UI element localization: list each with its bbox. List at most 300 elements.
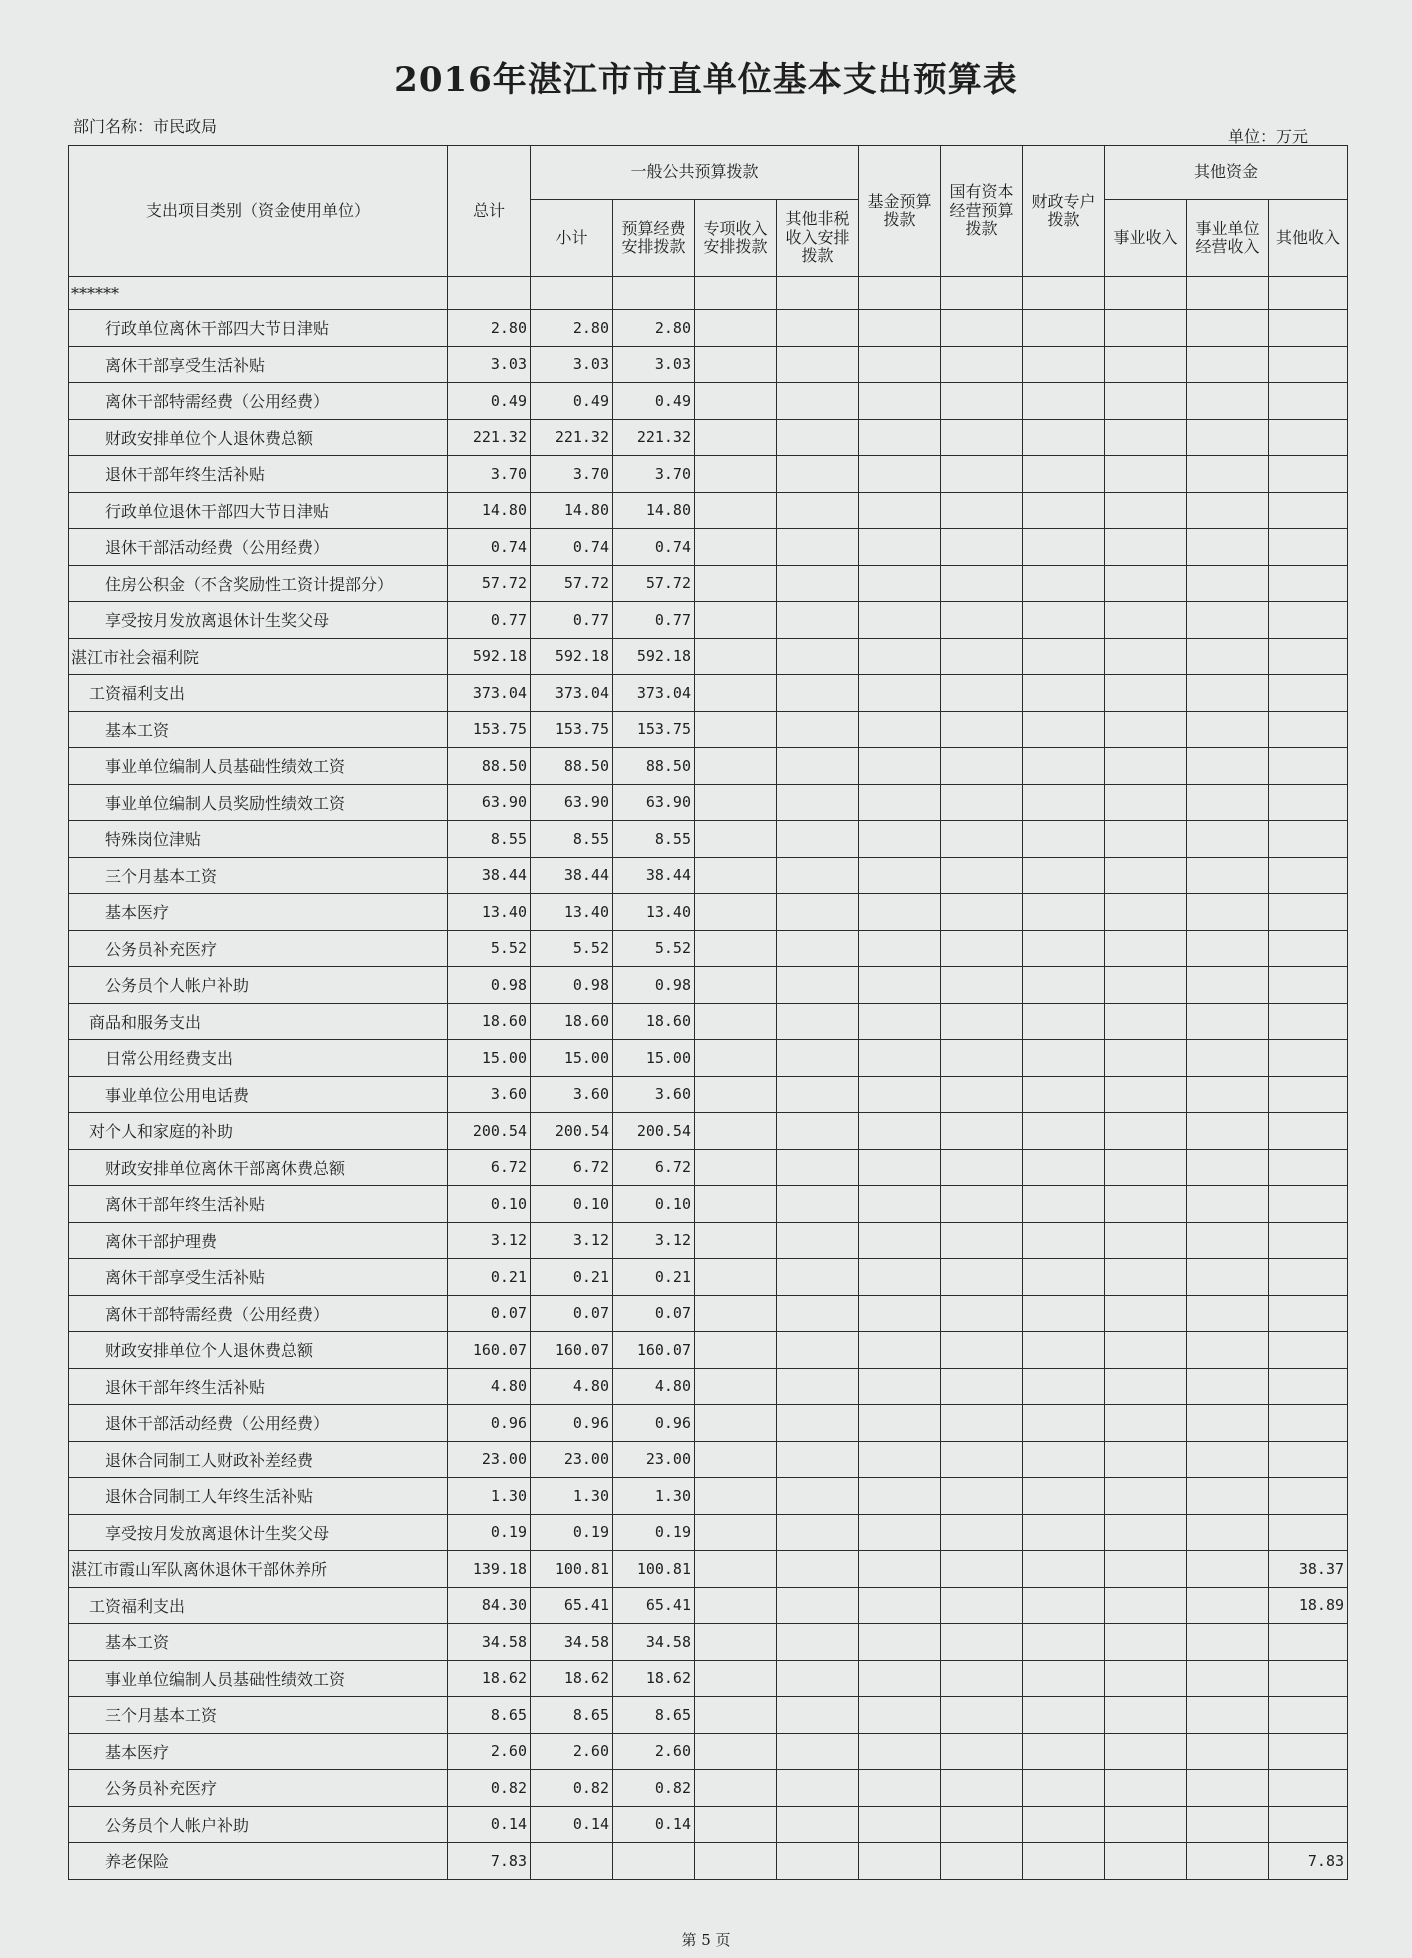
cell-budget-funds: 0.96 bbox=[613, 1405, 695, 1442]
cell-total: 13.40 bbox=[448, 894, 531, 931]
cell-fund-budget bbox=[859, 565, 941, 602]
cell-budget-funds: 0.98 bbox=[613, 967, 695, 1004]
cell-other-income: 7.83 bbox=[1269, 1843, 1348, 1880]
cell-other-income bbox=[1269, 1259, 1348, 1296]
cell-state-capital bbox=[941, 857, 1023, 894]
cell-budget-funds: 160.07 bbox=[613, 1332, 695, 1369]
cell-business-income bbox=[1105, 711, 1187, 748]
department-label: 部门名称：市民政局 bbox=[73, 117, 218, 136]
cell-subtotal: 18.60 bbox=[531, 1003, 613, 1040]
table-row bbox=[69, 821, 1348, 858]
cell-item: 离休干部护理费 bbox=[69, 1222, 448, 1259]
cell-fund-budget bbox=[859, 1770, 941, 1807]
cell-budget-funds: 8.65 bbox=[613, 1697, 695, 1734]
cell-state-capital bbox=[941, 1806, 1023, 1843]
cell-other-nontax bbox=[777, 1222, 859, 1259]
cell-total: 0.96 bbox=[448, 1405, 531, 1442]
cell-fiscal-special bbox=[1023, 310, 1105, 347]
cell-item: 住房公积金（不含奖励性工资计提部分） bbox=[69, 565, 448, 602]
cell-business-unit-income bbox=[1187, 1806, 1269, 1843]
cell-item: 离休干部享受生活补贴 bbox=[69, 1259, 448, 1296]
cell-budget-funds: 373.04 bbox=[613, 675, 695, 712]
cell-fund-budget bbox=[859, 1441, 941, 1478]
cell-business-unit-income bbox=[1187, 894, 1269, 931]
cell-total: 160.07 bbox=[448, 1332, 531, 1369]
cell-special-income bbox=[695, 1733, 777, 1770]
cell-state-capital bbox=[941, 310, 1023, 347]
cell-business-unit-income bbox=[1187, 1113, 1269, 1150]
cell-fund-budget bbox=[859, 1478, 941, 1515]
cell-special-income bbox=[695, 1770, 777, 1807]
table-row bbox=[69, 967, 1348, 1004]
cell-fund-budget bbox=[859, 1806, 941, 1843]
cell-budget-funds: 153.75 bbox=[613, 711, 695, 748]
cell-special-income bbox=[695, 1003, 777, 1040]
cell-item: 退休干部活动经费（公用经费） bbox=[69, 1405, 448, 1442]
cell-state-capital bbox=[941, 602, 1023, 639]
table-row bbox=[69, 784, 1348, 821]
cell-other-income bbox=[1269, 1660, 1348, 1697]
cell-other-nontax bbox=[777, 456, 859, 493]
cell-other-nontax bbox=[777, 1076, 859, 1113]
cell-other-nontax bbox=[777, 894, 859, 931]
cell-other-nontax bbox=[777, 492, 859, 529]
cell-business-income bbox=[1105, 456, 1187, 493]
cell-fund-budget bbox=[859, 419, 941, 456]
cell-business-unit-income bbox=[1187, 277, 1269, 310]
cell-total: 0.10 bbox=[448, 1186, 531, 1223]
cell-total bbox=[448, 277, 531, 310]
cell-other-income bbox=[1269, 1368, 1348, 1405]
cell-state-capital bbox=[941, 529, 1023, 566]
cell-special-income bbox=[695, 1368, 777, 1405]
cell-business-unit-income bbox=[1187, 1441, 1269, 1478]
cell-state-capital bbox=[941, 277, 1023, 310]
document-title: 2016年湛江市市直单位基本支出预算表 bbox=[394, 60, 1018, 100]
cell-state-capital bbox=[941, 967, 1023, 1004]
cell-fund-budget bbox=[859, 1514, 941, 1551]
cell-fund-budget bbox=[859, 638, 941, 675]
table-row bbox=[69, 1806, 1348, 1843]
cell-business-unit-income bbox=[1187, 638, 1269, 675]
cell-total: 0.98 bbox=[448, 967, 531, 1004]
cell-subtotal: 14.80 bbox=[531, 492, 613, 529]
table-row bbox=[69, 1259, 1348, 1296]
cell-special-income bbox=[695, 1040, 777, 1077]
cell-state-capital bbox=[941, 1040, 1023, 1077]
cell-state-capital bbox=[941, 711, 1023, 748]
cell-item: 公务员个人帐户补助 bbox=[69, 967, 448, 1004]
cell-other-nontax bbox=[777, 1368, 859, 1405]
cell-item: 离休干部特需经费（公用经费） bbox=[69, 1295, 448, 1332]
cell-business-income bbox=[1105, 1368, 1187, 1405]
cell-special-income bbox=[695, 1076, 777, 1113]
cell-special-income bbox=[695, 930, 777, 967]
cell-subtotal: 15.00 bbox=[531, 1040, 613, 1077]
cell-fund-budget bbox=[859, 711, 941, 748]
cell-subtotal bbox=[531, 277, 613, 310]
cell-other-income bbox=[1269, 1295, 1348, 1332]
cell-state-capital bbox=[941, 1770, 1023, 1807]
cell-subtotal: 0.10 bbox=[531, 1186, 613, 1223]
cell-business-unit-income bbox=[1187, 1295, 1269, 1332]
cell-state-capital bbox=[941, 1259, 1023, 1296]
cell-subtotal: 8.55 bbox=[531, 821, 613, 858]
cell-item: 日常公用经费支出 bbox=[69, 1040, 448, 1077]
cell-total: 88.50 bbox=[448, 748, 531, 785]
cell-budget-funds: 100.81 bbox=[613, 1551, 695, 1588]
cell-business-unit-income bbox=[1187, 711, 1269, 748]
cell-fiscal-special bbox=[1023, 1186, 1105, 1223]
cell-business-income bbox=[1105, 1222, 1187, 1259]
cell-fund-budget bbox=[859, 1332, 941, 1369]
cell-business-unit-income bbox=[1187, 1478, 1269, 1515]
cell-fund-budget bbox=[859, 383, 941, 420]
cell-subtotal: 200.54 bbox=[531, 1113, 613, 1150]
cell-total: 3.60 bbox=[448, 1076, 531, 1113]
cell-special-income bbox=[695, 748, 777, 785]
cell-fund-budget bbox=[859, 1113, 941, 1150]
cell-business-unit-income bbox=[1187, 1368, 1269, 1405]
table-row bbox=[69, 930, 1348, 967]
cell-item: 财政安排单位个人退休费总额 bbox=[69, 1332, 448, 1369]
cell-budget-funds: 14.80 bbox=[613, 492, 695, 529]
cell-subtotal: 221.32 bbox=[531, 419, 613, 456]
cell-fiscal-special bbox=[1023, 1003, 1105, 1040]
cell-fiscal-special bbox=[1023, 638, 1105, 675]
cell-fund-budget bbox=[859, 1405, 941, 1442]
cell-business-income bbox=[1105, 894, 1187, 931]
cell-business-income bbox=[1105, 857, 1187, 894]
cell-other-income bbox=[1269, 310, 1348, 347]
cell-item: 工资福利支出 bbox=[69, 1587, 448, 1624]
cell-business-unit-income bbox=[1187, 784, 1269, 821]
cell-fund-budget bbox=[859, 857, 941, 894]
cell-total: 0.21 bbox=[448, 1259, 531, 1296]
cell-other-income bbox=[1269, 675, 1348, 712]
cell-special-income bbox=[695, 1514, 777, 1551]
cell-business-income bbox=[1105, 784, 1187, 821]
cell-business-income bbox=[1105, 1259, 1187, 1296]
cell-other-nontax bbox=[777, 383, 859, 420]
cell-other-income bbox=[1269, 456, 1348, 493]
cell-special-income bbox=[695, 638, 777, 675]
table-row bbox=[69, 1113, 1348, 1150]
cell-other-income bbox=[1269, 638, 1348, 675]
cell-total: 18.60 bbox=[448, 1003, 531, 1040]
cell-business-unit-income bbox=[1187, 1843, 1269, 1880]
cell-other-income bbox=[1269, 1806, 1348, 1843]
cell-fund-budget bbox=[859, 1040, 941, 1077]
cell-business-unit-income bbox=[1187, 1733, 1269, 1770]
cell-other-nontax bbox=[777, 1733, 859, 1770]
table-row bbox=[69, 346, 1348, 383]
cell-budget-funds: 65.41 bbox=[613, 1587, 695, 1624]
cell-other-income bbox=[1269, 1149, 1348, 1186]
table-row bbox=[69, 492, 1348, 529]
cell-state-capital bbox=[941, 1551, 1023, 1588]
cell-fiscal-special bbox=[1023, 602, 1105, 639]
table-row bbox=[69, 1332, 1348, 1369]
cell-business-unit-income bbox=[1187, 967, 1269, 1004]
header-item: 支出项目类别（资金使用单位） bbox=[69, 146, 448, 277]
cell-other-income bbox=[1269, 1733, 1348, 1770]
table-row bbox=[69, 1843, 1348, 1880]
cell-item: 基本工资 bbox=[69, 711, 448, 748]
cell-fiscal-special bbox=[1023, 1222, 1105, 1259]
table-row bbox=[69, 602, 1348, 639]
cell-fund-budget bbox=[859, 310, 941, 347]
table-row bbox=[69, 894, 1348, 931]
cell-other-nontax bbox=[777, 1806, 859, 1843]
cell-fiscal-special bbox=[1023, 346, 1105, 383]
cell-state-capital bbox=[941, 1003, 1023, 1040]
cell-business-unit-income bbox=[1187, 1405, 1269, 1442]
cell-budget-funds: 221.32 bbox=[613, 419, 695, 456]
cell-business-income bbox=[1105, 602, 1187, 639]
cell-item: 退休干部年终生活补贴 bbox=[69, 1368, 448, 1405]
cell-fiscal-special bbox=[1023, 1149, 1105, 1186]
cell-business-income bbox=[1105, 1770, 1187, 1807]
cell-business-unit-income bbox=[1187, 1003, 1269, 1040]
cell-special-income bbox=[695, 419, 777, 456]
cell-item: 离休干部享受生活补贴 bbox=[69, 346, 448, 383]
cell-subtotal: 6.72 bbox=[531, 1149, 613, 1186]
cell-special-income bbox=[695, 565, 777, 602]
cell-total: 8.65 bbox=[448, 1697, 531, 1734]
header-fiscal-special: 财政专户拨款 bbox=[1023, 146, 1105, 277]
cell-business-income bbox=[1105, 821, 1187, 858]
cell-business-income bbox=[1105, 1514, 1187, 1551]
cell-business-income bbox=[1105, 638, 1187, 675]
cell-other-nontax bbox=[777, 1770, 859, 1807]
cell-other-nontax bbox=[777, 821, 859, 858]
cell-total: 0.19 bbox=[448, 1514, 531, 1551]
cell-special-income bbox=[695, 277, 777, 310]
cell-budget-funds: 0.74 bbox=[613, 529, 695, 566]
cell-fiscal-special bbox=[1023, 784, 1105, 821]
cell-item: 事业单位编制人员基础性绩效工资 bbox=[69, 748, 448, 785]
cell-item: 对个人和家庭的补助 bbox=[69, 1113, 448, 1150]
cell-item: 公务员补充医疗 bbox=[69, 930, 448, 967]
cell-other-income bbox=[1269, 565, 1348, 602]
cell-other-income bbox=[1269, 711, 1348, 748]
table-row bbox=[69, 1076, 1348, 1113]
cell-state-capital bbox=[941, 894, 1023, 931]
cell-business-unit-income bbox=[1187, 602, 1269, 639]
cell-subtotal: 0.82 bbox=[531, 1770, 613, 1807]
cell-fiscal-special bbox=[1023, 1587, 1105, 1624]
table-row bbox=[69, 1514, 1348, 1551]
cell-other-nontax bbox=[777, 1514, 859, 1551]
cell-fund-budget bbox=[859, 967, 941, 1004]
cell-subtotal: 3.60 bbox=[531, 1076, 613, 1113]
cell-budget-funds: 57.72 bbox=[613, 565, 695, 602]
cell-fund-budget bbox=[859, 346, 941, 383]
cell-special-income bbox=[695, 967, 777, 1004]
cell-total: 0.82 bbox=[448, 1770, 531, 1807]
cell-fiscal-special bbox=[1023, 565, 1105, 602]
cell-other-income bbox=[1269, 748, 1348, 785]
cell-special-income bbox=[695, 310, 777, 347]
cell-business-unit-income bbox=[1187, 310, 1269, 347]
cell-special-income bbox=[695, 784, 777, 821]
cell-other-nontax bbox=[777, 1113, 859, 1150]
cell-business-income bbox=[1105, 1405, 1187, 1442]
cell-special-income bbox=[695, 529, 777, 566]
table-row bbox=[69, 1478, 1348, 1515]
cell-fiscal-special bbox=[1023, 1295, 1105, 1332]
cell-total: 6.72 bbox=[448, 1149, 531, 1186]
cell-fiscal-special bbox=[1023, 675, 1105, 712]
cell-business-income bbox=[1105, 1186, 1187, 1223]
cell-fund-budget bbox=[859, 1222, 941, 1259]
cell-business-income bbox=[1105, 1478, 1187, 1515]
cell-total: 0.14 bbox=[448, 1806, 531, 1843]
budget-table bbox=[68, 145, 1348, 1880]
cell-budget-funds: 2.60 bbox=[613, 1733, 695, 1770]
table-row bbox=[69, 1149, 1348, 1186]
cell-state-capital bbox=[941, 492, 1023, 529]
cell-other-nontax bbox=[777, 1405, 859, 1442]
cell-fund-budget bbox=[859, 1259, 941, 1296]
cell-business-unit-income bbox=[1187, 565, 1269, 602]
cell-other-nontax bbox=[777, 1697, 859, 1734]
cell-fund-budget bbox=[859, 930, 941, 967]
cell-item: 基本医疗 bbox=[69, 894, 448, 931]
cell-total: 200.54 bbox=[448, 1113, 531, 1150]
cell-other-nontax bbox=[777, 1843, 859, 1880]
cell-state-capital bbox=[941, 1332, 1023, 1369]
cell-other-income bbox=[1269, 1222, 1348, 1259]
cell-subtotal: 2.60 bbox=[531, 1733, 613, 1770]
cell-fiscal-special bbox=[1023, 1660, 1105, 1697]
cell-special-income bbox=[695, 346, 777, 383]
cell-item: ****** bbox=[69, 277, 448, 310]
cell-total: 7.83 bbox=[448, 1843, 531, 1880]
cell-other-nontax bbox=[777, 675, 859, 712]
cell-subtotal: 65.41 bbox=[531, 1587, 613, 1624]
cell-fund-budget bbox=[859, 821, 941, 858]
cell-state-capital bbox=[941, 748, 1023, 785]
cell-total: 15.00 bbox=[448, 1040, 531, 1077]
cell-other-nontax bbox=[777, 967, 859, 1004]
cell-total: 23.00 bbox=[448, 1441, 531, 1478]
cell-subtotal: 88.50 bbox=[531, 748, 613, 785]
cell-budget-funds: 18.60 bbox=[613, 1003, 695, 1040]
cell-other-income bbox=[1269, 1697, 1348, 1734]
cell-fund-budget bbox=[859, 1149, 941, 1186]
cell-fund-budget bbox=[859, 894, 941, 931]
cell-total: 373.04 bbox=[448, 675, 531, 712]
table-row bbox=[69, 529, 1348, 566]
cell-fiscal-special bbox=[1023, 529, 1105, 566]
cell-other-income bbox=[1269, 602, 1348, 639]
cell-fiscal-special bbox=[1023, 748, 1105, 785]
cell-business-income bbox=[1105, 1113, 1187, 1150]
cell-business-income bbox=[1105, 1295, 1187, 1332]
cell-state-capital bbox=[941, 930, 1023, 967]
cell-other-nontax bbox=[777, 1186, 859, 1223]
cell-business-unit-income bbox=[1187, 1660, 1269, 1697]
cell-budget-funds: 0.07 bbox=[613, 1295, 695, 1332]
cell-state-capital bbox=[941, 1222, 1023, 1259]
cell-special-income bbox=[695, 1295, 777, 1332]
header-budget-funds: 预算经费安排拨款 bbox=[613, 200, 695, 277]
cell-business-income bbox=[1105, 1660, 1187, 1697]
cell-business-income bbox=[1105, 1587, 1187, 1624]
cell-other-nontax bbox=[777, 1040, 859, 1077]
cell-business-unit-income bbox=[1187, 1149, 1269, 1186]
cell-fiscal-special bbox=[1023, 1770, 1105, 1807]
cell-subtotal: 63.90 bbox=[531, 784, 613, 821]
cell-business-unit-income bbox=[1187, 1040, 1269, 1077]
cell-budget-funds: 3.12 bbox=[613, 1222, 695, 1259]
cell-special-income bbox=[695, 1405, 777, 1442]
cell-subtotal: 2.80 bbox=[531, 310, 613, 347]
cell-special-income bbox=[695, 1478, 777, 1515]
cell-subtotal: 3.70 bbox=[531, 456, 613, 493]
cell-subtotal: 5.52 bbox=[531, 930, 613, 967]
cell-subtotal: 23.00 bbox=[531, 1441, 613, 1478]
cell-budget-funds: 2.80 bbox=[613, 310, 695, 347]
cell-business-unit-income bbox=[1187, 1186, 1269, 1223]
cell-fiscal-special bbox=[1023, 277, 1105, 310]
cell-other-income bbox=[1269, 1441, 1348, 1478]
cell-subtotal: 100.81 bbox=[531, 1551, 613, 1588]
cell-total: 57.72 bbox=[448, 565, 531, 602]
cell-budget-funds: 13.40 bbox=[613, 894, 695, 931]
cell-fund-budget bbox=[859, 1697, 941, 1734]
cell-fiscal-special bbox=[1023, 1624, 1105, 1661]
cell-fund-budget bbox=[859, 784, 941, 821]
cell-subtotal: 0.49 bbox=[531, 383, 613, 420]
cell-fiscal-special bbox=[1023, 821, 1105, 858]
cell-business-unit-income bbox=[1187, 857, 1269, 894]
cell-special-income bbox=[695, 1113, 777, 1150]
cell-total: 4.80 bbox=[448, 1368, 531, 1405]
cell-state-capital bbox=[941, 1441, 1023, 1478]
cell-total: 3.70 bbox=[448, 456, 531, 493]
cell-fund-budget bbox=[859, 529, 941, 566]
cell-other-income bbox=[1269, 1514, 1348, 1551]
cell-subtotal: 13.40 bbox=[531, 894, 613, 931]
table-row bbox=[69, 711, 1348, 748]
page-number: 第 5 页 bbox=[681, 1931, 731, 1949]
cell-business-income bbox=[1105, 1806, 1187, 1843]
table-row bbox=[69, 1441, 1348, 1478]
cell-total: 0.77 bbox=[448, 602, 531, 639]
cell-other-income bbox=[1269, 1003, 1348, 1040]
cell-other-nontax bbox=[777, 784, 859, 821]
cell-other-income bbox=[1269, 1186, 1348, 1223]
cell-fiscal-special bbox=[1023, 456, 1105, 493]
cell-fiscal-special bbox=[1023, 383, 1105, 420]
cell-other-nontax bbox=[777, 711, 859, 748]
cell-budget-funds: 15.00 bbox=[613, 1040, 695, 1077]
cell-total: 2.60 bbox=[448, 1733, 531, 1770]
cell-item: 湛江市社会福利院 bbox=[69, 638, 448, 675]
cell-special-income bbox=[695, 894, 777, 931]
cell-business-unit-income bbox=[1187, 1697, 1269, 1734]
cell-budget-funds: 200.54 bbox=[613, 1113, 695, 1150]
cell-subtotal: 0.98 bbox=[531, 967, 613, 1004]
cell-special-income bbox=[695, 675, 777, 712]
cell-fiscal-special bbox=[1023, 1514, 1105, 1551]
cell-state-capital bbox=[941, 1478, 1023, 1515]
cell-state-capital bbox=[941, 1514, 1023, 1551]
cell-subtotal: 3.12 bbox=[531, 1222, 613, 1259]
